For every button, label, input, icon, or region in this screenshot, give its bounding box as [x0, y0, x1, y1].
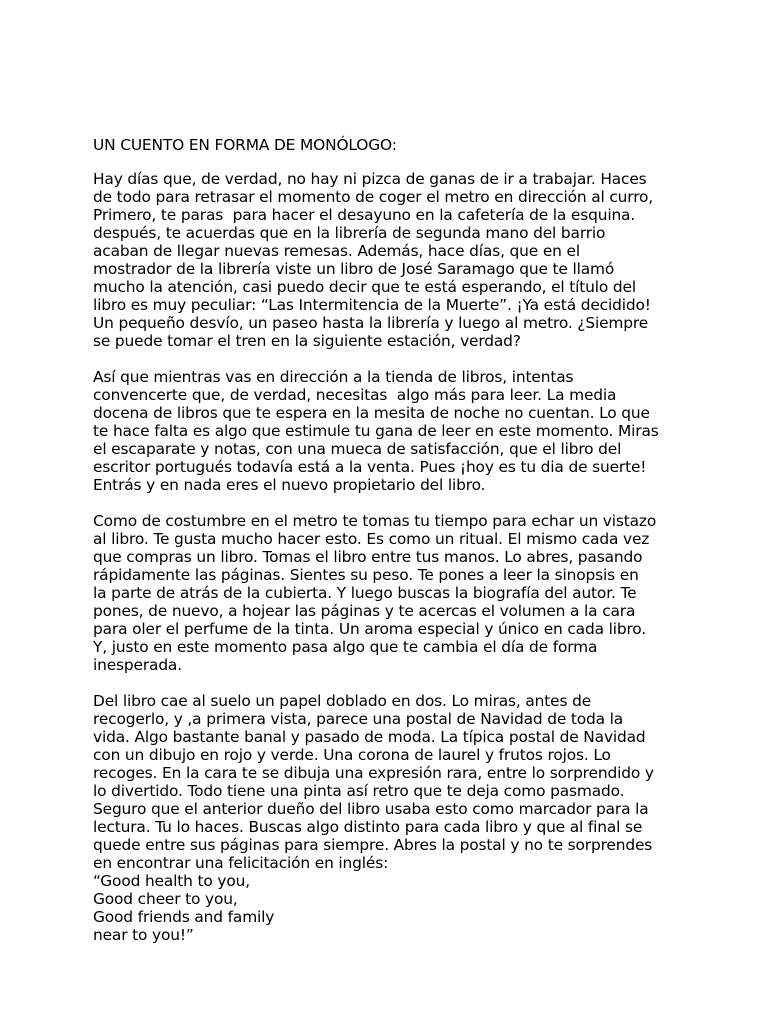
text-line: el escaparate y notas, con una mueca de satisfacción, que el libro del [93, 440, 622, 458]
paragraph-3 [93, 512, 693, 674]
text-line: mostrador de la librería viste un libro de José Saramago que te llamó [93, 260, 615, 278]
text-line: rápidamente las páginas. Sientes su peso. Te pones a leer la sinopsis en [93, 566, 639, 584]
text-line: en encontrar una felicitación en inglés: [93, 854, 389, 872]
poem-line: Good friends and family [93, 908, 275, 926]
text-line: lo divertido. Todo tiene una pinta así retro que te deja como pasmado. [93, 782, 625, 800]
text-line: escritor portugués todavía está a la venta. Pues ¡hoy es tu dia de suerte! [93, 458, 647, 476]
text-line: Del libro cae al suelo un papel doblado en dos. Lo miras, antes de [93, 692, 592, 710]
text-line: recoges. En la cara te se dibuja una expresión rara, entre lo sorprendido y [93, 764, 654, 782]
text-line: al libro. Te gusta mucho hacer esto. Es como un ritual. El mismo cada vez [93, 530, 650, 548]
text-line: Un pequeño desvío, un paseo hasta la librería y luego al metro. ¿Siempre [93, 314, 649, 332]
text-line: Hay días que, de verdad, no hay ni pizca de ganas de ir a trabajar. Haces [93, 170, 647, 188]
text-line: Y, justo en este momento pasa algo que te cambia el día de forma [93, 638, 598, 656]
text-line: Primero, te paras para hacer el desayuno en la cafetería de la esquina. [93, 206, 636, 224]
text-line: que compras un libro. Tomas el libro entre tus manos. Lo abres, pasando [93, 548, 643, 566]
text-line: mucho la atención, casi puedo decir que te está esperando, el título del [93, 278, 636, 296]
text-line: recogerlo, y ,a primera vista, parece una postal de Navidad de toda la [93, 710, 624, 728]
text-line: Como de costumbre en el metro te tomas tu tiempo para echar un vistazo [93, 512, 657, 530]
poem-line: “Good health to you, [93, 872, 250, 890]
text-line: se puede tomar el tren en la siguiente estación, verdad? [93, 332, 521, 350]
text-line: la parte de atrás de la cubierta. Y luego buscas la biografía del autor. Te [93, 584, 637, 602]
text-line: de todo para retrasar el momento de coger el metro en dirección al curro, [93, 188, 654, 206]
text-line: Así que mientras vas en dirección a la tienda de libros, intentas [93, 368, 574, 386]
text-line: después, te acuerdas que en la librería de segunda mano del barrio [93, 224, 606, 242]
text-line: para oler el perfume de la tinta. Un aroma especial y único en cada libro. [93, 620, 647, 638]
paragraph-4 [93, 692, 693, 944]
text-line: te hace falta es algo que estimule tu gana de leer en este momento. Miras [93, 422, 659, 440]
text-line: docena de libros que te espera en la mesita de noche no cuentan. Lo que [93, 404, 650, 422]
text-line: pones, de nuevo, a hojear las páginas y te acercas el volumen a la cara [93, 602, 636, 620]
document-body [93, 136, 693, 962]
poem-line: Good cheer to you, [93, 890, 238, 908]
document-title: UN CUENTO EN FORMA DE MONÓLOGO: [93, 136, 397, 154]
text-line: acaban de llegar nuevas remesas. Además, hace días, que en el [93, 242, 580, 260]
text-line: Entrás y en nada eres el nuevo propietario del libro. [93, 476, 486, 494]
poem-line: near to you!” [93, 926, 194, 944]
text-line: vida. Algo bastante banal y pasado de moda. La típica postal de Navidad [93, 728, 646, 746]
text-line: libro es muy peculiar: “Las Intermitencia de la Muerte”. ¡Ya está decidido! [93, 296, 651, 314]
text-line: quede entre sus páginas para siempre. Abres la postal y no te sorprendes [93, 836, 653, 854]
text-line: con un dibujo en rojo y verde. Una corona de laurel y frutos rojos. Lo [93, 746, 611, 764]
text-line: lectura. Tu lo haces. Buscas algo distinto para cada libro y que al final se [93, 818, 643, 836]
paragraph-2 [93, 368, 693, 494]
text-line: inesperada. [93, 656, 182, 674]
text-line: convencerte que, de verdad, necesitas algo más para leer. La media [93, 386, 617, 404]
text-line: Seguro que el anterior dueño del libro usaba esto como marcador para la [93, 800, 649, 818]
paragraph-1 [93, 170, 693, 350]
